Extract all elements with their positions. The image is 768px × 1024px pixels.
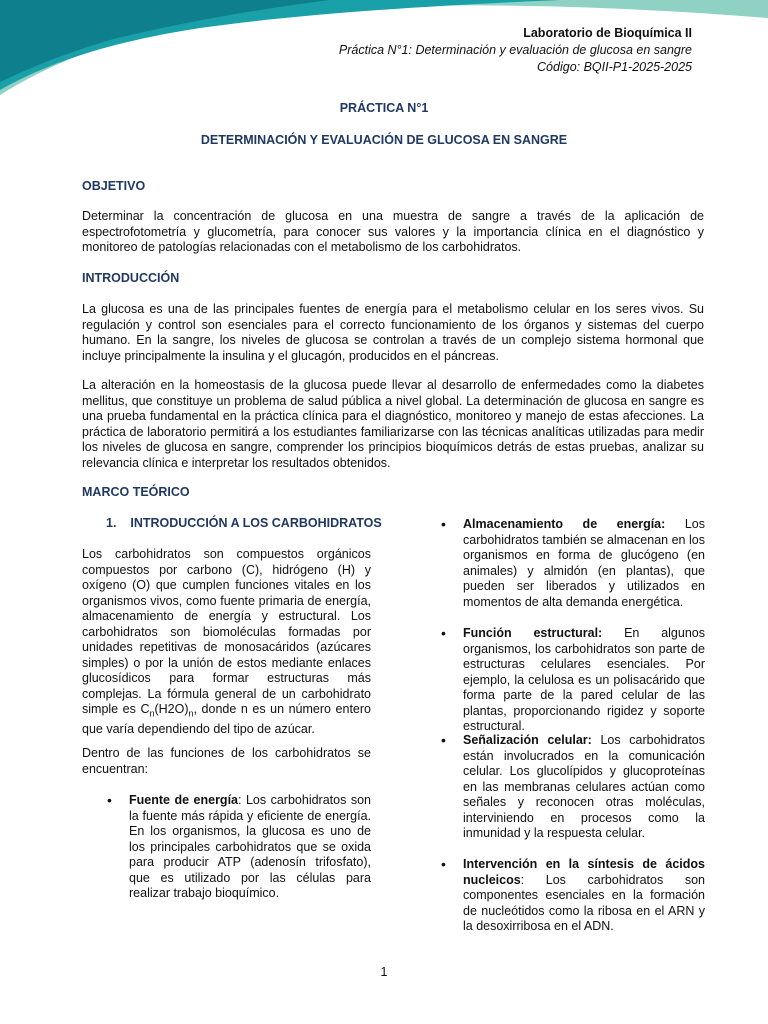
header-lab-name: Laboratorio de Bioquímica II	[523, 26, 692, 40]
page-number: 1	[380, 965, 388, 979]
functions-intro-text: Dentro de las funciones de los carbohidratos se encuentran:	[82, 746, 371, 776]
bullet-structural-function	[441, 625, 705, 735]
introduction-paragraph-1: La glucosa es una de las principales fuentes de energía para el metabolismo celular en los seres vivos. Su regulación y control son esenciales para el correcto funcionamiento de los órganos y sistemas del cuerpo humano. En la sangre, los niveles de glucosa se controlan a través de un complejo sistema hormonal que incluye principalmente la insulina y el glucagón, producidos en el páncreas.	[82, 302, 704, 363]
subsection-number: 1.	[106, 516, 117, 530]
practice-title: PRÁCTICA N°1	[339, 101, 429, 115]
bullet-energy-storage	[441, 516, 705, 610]
document-header	[339, 25, 692, 76]
bullet-dot: •	[107, 792, 112, 808]
carbohydrates-paragraph	[82, 547, 371, 738]
introduction-paragraph-2: La alteración en la homeostasis de la glucosa puede llevar al desarrollo de enfermedades como la diabetes mellitus, que constituye un problema de salud pública a nivel global. La determinación de glucosa en sangre es una prueba fundamental en la práctica clínica para el diagnóstico, monitoreo y manejo de estas afecciones. La práctica de laboratorio permitirá a los estudiantes familiarizarse con las técnicas analíticas utilizadas para medir los niveles de glucosa en sangre, comprender los principios bioquímicos detrás de estas pruebas, analizar su relevancia clínica e interpretar los resultados obtenidos.	[82, 378, 704, 470]
bullet-energy-source	[107, 792, 371, 902]
bullet-text: Los carbohidratos están involucrados en la comunicación celular. Los glucolípidos y glucoproteínas en las membranas celulares actúan como señales y reconocen otras moléculas, interviniendo en procesos como la inmunidad y la respuesta celular.	[463, 733, 705, 840]
functions-intro	[82, 746, 371, 777]
bullet-text: : Los carbohidratos son componentes esenciales en la formación de nucleótidos como la ribosa en el ARN y la desoxirribosa en el ADN.	[463, 872, 705, 933]
carbohydrates-text-a: Los carbohidratos son compuestos orgánicos compuestos por carbono (C), hidrógeno (H) y oxígeno (O) que cumplen funciones vitales en los organismos vivos, como fuente primaria de energía, almacenamiento de energía y estructural. Los carbohidratos son biomoléculas formadas por unidades repetitivas de monosacáridos (azúcares simples) o por la unión de estos mediante enlaces glucosídicos para formar estructuras más complejas. La fórmula general de un carbohidrato simple es	[82, 547, 371, 716]
bullet-term: Función estructural:	[463, 626, 603, 640]
bullet-text: : Los carbohidratos son la fuente más rápida y eficiente de energía. En los organismos, la glucosa es uno de los principales carbohidratos que se oxida para producir ATP (adenosín trifosfato), que es utilizado por las células para realizar trabajo bioquímico.	[129, 793, 371, 900]
carbohydrates-text-b: , donde n es un número entero que varía dependiendo del tipo de azúcar.	[82, 702, 371, 736]
bullet-term: Fuente de energía	[129, 793, 238, 807]
bullet-term: Almacenamiento de energía:	[463, 517, 666, 531]
bullet-text: En algunos organismos, los carbohidratos son parte de estructuras celulares esenciales. Por ejemplo, la celulosa es un polisacárido que forma parte de la pared celular de las plantas, proporcionando rigidez y soporte estructural.	[463, 626, 705, 733]
introduction-heading: INTRODUCCIÓN	[82, 271, 180, 285]
formula-c: C	[140, 702, 150, 716]
header-document-code: Código: BQII-P1-2025-2025	[537, 60, 692, 74]
header-practice-name: Práctica N°1: Determinación y evaluación de glucosa en sangre	[338, 43, 692, 57]
formula-subscript-2: n	[188, 708, 194, 719]
main-title: DETERMINACIÓN Y EVALUACIÓN DE GLUCOSA EN SANGRE	[200, 133, 568, 147]
objective-paragraph: Determinar la concentración de glucosa en una muestra de sangre a través de la aplicación de espectrofotometría y glucometría, para conocer sus valores y la importancia clínica en el diagnóstico y monitoreo de patologías relacionadas con el metabolismo de los carbohidratos.	[82, 209, 704, 254]
bullet-dot: •	[441, 732, 446, 748]
subsection-1-heading	[106, 516, 386, 532]
bullet-dot: •	[441, 625, 446, 641]
bullet-term: Señalización celular:	[463, 733, 592, 747]
bullet-dot: •	[441, 856, 446, 872]
bullet-term: Intervención en la síntesis de ácidos nucleicos	[463, 857, 705, 887]
bullet-dot: •	[441, 516, 446, 532]
formula-subscript-1: n	[149, 708, 155, 719]
objective-heading: OBJETIVO	[82, 179, 146, 193]
bullet-nucleic-acids	[441, 856, 705, 935]
formula-h2o: (H2O)	[154, 702, 189, 716]
bullet-text: Los carbohidratos también se almacenan en los organismos en forma de glucógeno (en animales) y almidón (en plantas), que pueden ser liberados y utilizados en momentos de alta demanda energética.	[463, 517, 705, 609]
subsection-title: INTRODUCCIÓN A LOS CARBOHIDRATOS	[130, 516, 382, 530]
bullet-cell-signaling	[441, 732, 705, 842]
theoretical-framework-heading: MARCO TEÓRICO	[82, 485, 190, 499]
